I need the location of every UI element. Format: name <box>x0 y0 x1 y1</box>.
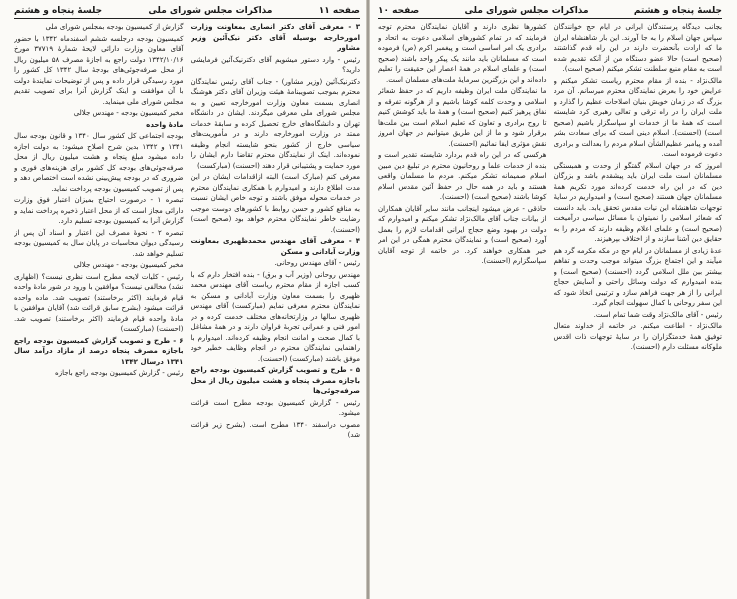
paragraph: امروز که در جهان اسلام گفتگو از وحدت و همبستگی مسلمانان است ملت ایران باید پیشقدم باشد و بزرگان دین که در این راه خدمت کرده‌اند مورد تکریم همهٔ مسلمانان جهان هستند (صحیح است) و امیدواریم در سایهٔ توجهات شاهنشاه این نیات مقدس تحقق یابد. باید دانست که شعائر اسلامی را نمیتوان با مسائل سیاسی درآمیخت (صحیح است) و علمای اعلام وظیفه دارند که مردم را به حقایق دین آشنا سازند و از اختلاف بپرهیزند. <box>553 160 722 243</box>
right-page-header <box>378 4 722 19</box>
right-page-left-column <box>378 22 547 598</box>
paragraph: رئیس - گزارش کمیسیون بودجه مطرح است قرائت میشود. <box>190 397 360 417</box>
paragraph: مالک‌نژاد - بنده از مقام محترم ریاست تشکر میکنم و عرایض خود را بعرض نمایندگان محترم میرسانم. آن مرد بزرگ که در زمان خویش بنیان اصلاحات عظیم را گذارد و ملت ایران را در راه ترقی و تعالی رهبری کرد شایسته است که همهٔ ما از خدمات او سپاسگزار باشیم (صحیح است) (احسنت). اسلام دینی است که برای سعادت بشر آمده و پیامبر عظیم‌الشأن اسلام مردم را بعدالت و برادری دعوت فرموده است. <box>553 75 722 158</box>
paragraph: مهندس روحانی (وزیر آب و برق) - بنده افتخار دارم که با کسب اجازه از مقام محترم ریاست آقای مهندس محمد ظهیری را بسمت معاون وزارت آبادانی و مسکن به نمایندگان محترم معرفی نمایم (مبارکست) آقای مهندس ظهیری سالها در وزارتخانه‌های مختلف خدمت کرده و در امور فنی و عمرانی تجربهٔ فراوان دارند و در همهٔ مشاغل با کمال صحت و امانت انجام وظیفه کرده‌اند. امیدوارم با راهنمایی نمایندگان محترم در انجام وظایف خطیر خود موفق باشند (مبارکست) (احسنت). <box>190 269 360 363</box>
right-page-number: صفحه ۱۰ <box>378 6 420 16</box>
right-page <box>368 0 736 599</box>
paragraph: گزارش از کمیسیون بودجه بمجلس شورای ملی <box>45 22 184 31</box>
paragraph: عدهٔ زیادی از مسلمانان در ایام حج در مکه مکرمه گرد هم میآیند و این اجتماع بزرگ میتواند موجب وحدت و تفاهم بیشتر بین ملل اسلامی گردد (احسنت) (صحیح است) و بنده امیدوارم که دولت وسائل راحتی و آسایش حجاج ایرانی را از هر جهت فراهم سازد و ترتیبی اتخاذ شود که این سفر روحانی با کمال سهولت انجام گیرد. <box>553 245 722 307</box>
paragraph: رئیس - آقای مالک‌نژاد وقت شما تمام است. <box>593 309 722 319</box>
paragraph: کشورها نظری دارند و آقایان نمایندگان محترم توجه فرمایند که در تمام کشورهای اسلامی دعوت به اتحاد و برادری یک امر اساسی است و پیغمبر اکرم (ص) فرموده است که مسلمانان باید مانند یک پیکر واحد باشند (صحیح است) و علمای اسلام در همهٔ اعصار این حقیقت را تعلیم داده‌اند و این بزرگترین سرمایهٔ ملت‌های مسلمان است. <box>378 22 547 84</box>
left-page-number: صفحه ۱۱ <box>318 6 360 16</box>
paragraph: معرفی کنم (مبارک است) البته ازاقدامات ایشان در این مدت اطلاع دارند و امیدوارم با همکاری نمایندگان محترم در خدمات محوله موفق باشند و توجه خاص ایشان نسبت به منافع کشور و حسن روابط با کشورهای دوست موجب رضایت خاطر نمایندگان محترم خواهد بود (صحیح است) (احسنت). <box>190 172 360 234</box>
paragraph: مخبر کمیسیون بودجه - مهندس جلالی <box>73 260 184 269</box>
section-heading: ۴ - معرفی آقای مهندس محمدظهیری بمعاونت وزارت آبادانی و مسکن <box>190 236 360 256</box>
paragraph: دکترنیک‌آئین (وزیر مشاور) - جناب آقای رئیس نمایندگان محترم بموجب تصویبنامهٔ هیئت وزیران آقای دکتر هوشنگ انصاری بسمت معاون وزارت امورخارجه تعیین و به مجلس شورای ملی معرفی میگردند. ایشان در دانشگاه تهران و دانشگاه‌های خارج تحصیل کرده و سابقهٔ خدمات ممتد در وزارت امورخارجه دارند و در مأموریت‌های سیاسی خارج از کشور بنحو شایسته انجام وظیفه نموده‌اند. اینک از نمایندگان محترم تقاضا دارم ایشان را مورد حمایت و پشتیبانی قرار دهند (احسنت) (مبارکست) <box>190 76 360 170</box>
left-page-columns <box>14 22 360 598</box>
paragraph: تبصره ۱ - درصورت احتیاج بمیزان اعتبار فوق وزارت دارائی مجاز است که از محل اعتبار ذخیره پرداخت نماید و گزارش آنرا به کمیسیون بودجه تسلیم دارد. <box>14 195 184 225</box>
paragraph: کمیسیون بودجه درجلسه ششم اسفندماه ۱۳۴۲ با حضور آقای معاون وزارت دارائی لایحهٔ شمارهٔ ۳۷۷۱۹ مورخ ۱۳۴۲/۱۰/۱۶ دولت راجع به اجازهٔ مصرف ۵۸ میلیون ریال از محل صرفه‌جوئی‌های بودجهٔ سال ۱۳۴۲ کل کشور را مورد رسیدگی قرار داده و پس از توضیحات نمایندهٔ دولت با آن موافقت و اینک گزارش آنرا برای تصویب تقدیم مجلس شورای ملی مینماید. <box>14 33 184 106</box>
section-heading: مادهٔ واحده <box>146 119 184 129</box>
left-page-left-column <box>14 22 184 598</box>
left-page <box>0 0 368 599</box>
paragraph: مصوب دراسفند ۱۳۴۰ مطرح است. (بشرح زیر قرائت شد) <box>190 419 360 439</box>
right-page-columns <box>378 22 722 598</box>
section-heading: ۶ - طرح و تصویب گزارش کمیسیون بودجه راجع باجازه مصرف پنجاه درصد از مازاد درآمد سال ۱۳۴۱ درسال ۱۳۴۲ <box>14 335 184 366</box>
paragraph: مخبر کمیسیون بودجه - مهندس جلالی <box>73 108 184 117</box>
left-assembly-title: مذاکرات مجلس شورای ملی <box>148 6 273 16</box>
paragraph: رئیس - گزارش کمیسیون بودجه راجع باجازه <box>55 368 184 377</box>
paragraph: ما نمایندگان ملت ایران وظیفه داریم که در حفظ شعائر اسلامی و وحدت کلمه کوشا باشیم و از هرگونه تفرقه و نفاق پرهیز کنیم (صحیح است) و همهٔ ما باید کوشش کنیم تا روح برادری و تعاون که تعلیم اسلام است بین ملت‌ها برقرار شود و ما از این طریق میتوانیم در جهان امروز نقش مؤثری ایفا نمائیم (احسنت). <box>378 86 547 148</box>
paragraph: حاذقی - عرض میشود اینجانب مانند سایر آقایان همکاران از بیانات جناب آقای مالک‌نژاد تشکر میکنم و امیدوارم که دولت در بهبود وضع حجاج ایرانی اقدامات لازم را بعمل آورد (صحیح است) و نمایندگان محترم همگی در این امر خیر همکاری خواهند کرد. در خاتمه از توجه آقایان سپاسگزارم (احسنت). <box>378 203 547 265</box>
left-page-right-column <box>191 22 361 598</box>
paragraph: رئیس - وارد دستور میشویم آقای دکترنیک‌آئین فرمایشی دارید؟ <box>190 54 360 74</box>
paragraph: تبصره ۲ - نحوهٔ مصرف این اعتبار و اسناد آن پس از رسیدگی دیوان محاسبات در پایان سال به کمیسیون بودجه تسلیم خواهد شد. <box>14 227 184 258</box>
paragraph: هرکسی که در این راه قدم بردارد شایسته تقدیر است و بنده از خدمات علما و روحانیون محترم در تبلیغ دین مبین اسلام صمیمانه تشکر میکنم. مردم ما مسلمان واقعی هستند و باید در همه حال در حفظ آئین مقدس اسلام کوشا باشند (صحیح است) (احسنت). <box>378 150 547 201</box>
left-page-header <box>14 4 360 19</box>
right-page-right-column <box>554 22 723 598</box>
section-heading: ۳ - معرفی آقای دکتر انصاری بمعاونت وزارت امورخارجه بوسیله آقای دکتر نیک‌آئین وزیر مشاور <box>190 22 360 52</box>
left-session-title: جلسهٔ پنجاه و هشتم <box>14 6 103 16</box>
section-heading: ۵ - طرح و تصویب گزارش کمیسیون بودجه راجع باجازه مصرف پنجاه و هشت میلیون ریال از محل صرفه‌جوئی‌ها <box>190 365 360 395</box>
paragraph: مالک‌نژاد - اطاعت میکنم. در خاتمه از خداوند متعال توفیق همهٔ خدمتگزاران را در سایهٔ توجهات ذات اقدس ملوکانه مسئلت دارم (احسنت). <box>553 321 722 351</box>
paragraph: رئیس - کلیات لایحه مطرح است نظری نیست؟ (اظهاری نشد) مخالفی نیست؟ موافقین با ورود در شور مادهٔ واحده قیام فرمایند (اکثر برخاستند) تصویب شد. ماده واحده قرائت میشود (بشرح سابق قرائت شد) آقایان موافقین با مادهٔ واحده قیام فرمایند (اکثر برخاستند) تصویب شد. (احسنت) (مبارکست) <box>14 271 184 333</box>
right-session-title: جلسهٔ پنجاه و هشتم <box>633 6 722 16</box>
right-assembly-title: مذاکرات مجلس شورای ملی <box>464 6 589 16</box>
paragraph: بجانب دیدگاه پرستندگان ایرانی در ایام حج خوانندگان سپاس جهان اسلام را به جا آورند. این بار شاهنشاه ایران ما که ارادت بآنحضرت دارند در این راه قدم گذاشتند (صحیح است) حالا عضو دستگاه من از آنکه تقدیم شده است به مقام منیع سلطنت تشکر میکنم (صحیح است). <box>553 22 722 73</box>
paragraph: رئیس - آقای مهندس روحانی. <box>274 258 360 267</box>
paragraph: بودجه اجتماعی کل کشور سال ۱۳۴۰ و قانون بودجه سال ۱۳۴۱ و ۱۳۴۲ بدین شرح اصلاح میشود: به دولت اجازه داده میشود مبلغ پنجاه و هشت میلیون ریال از محل صرفه‌جوئی‌های بودجه کل کشور برای هزینه‌های فوری و ضروری که در بودجه پیش‌بینی نشده است اختصاص دهد و پس از تصویب کمیسیون بودجه پرداخت نماید. <box>14 131 184 193</box>
